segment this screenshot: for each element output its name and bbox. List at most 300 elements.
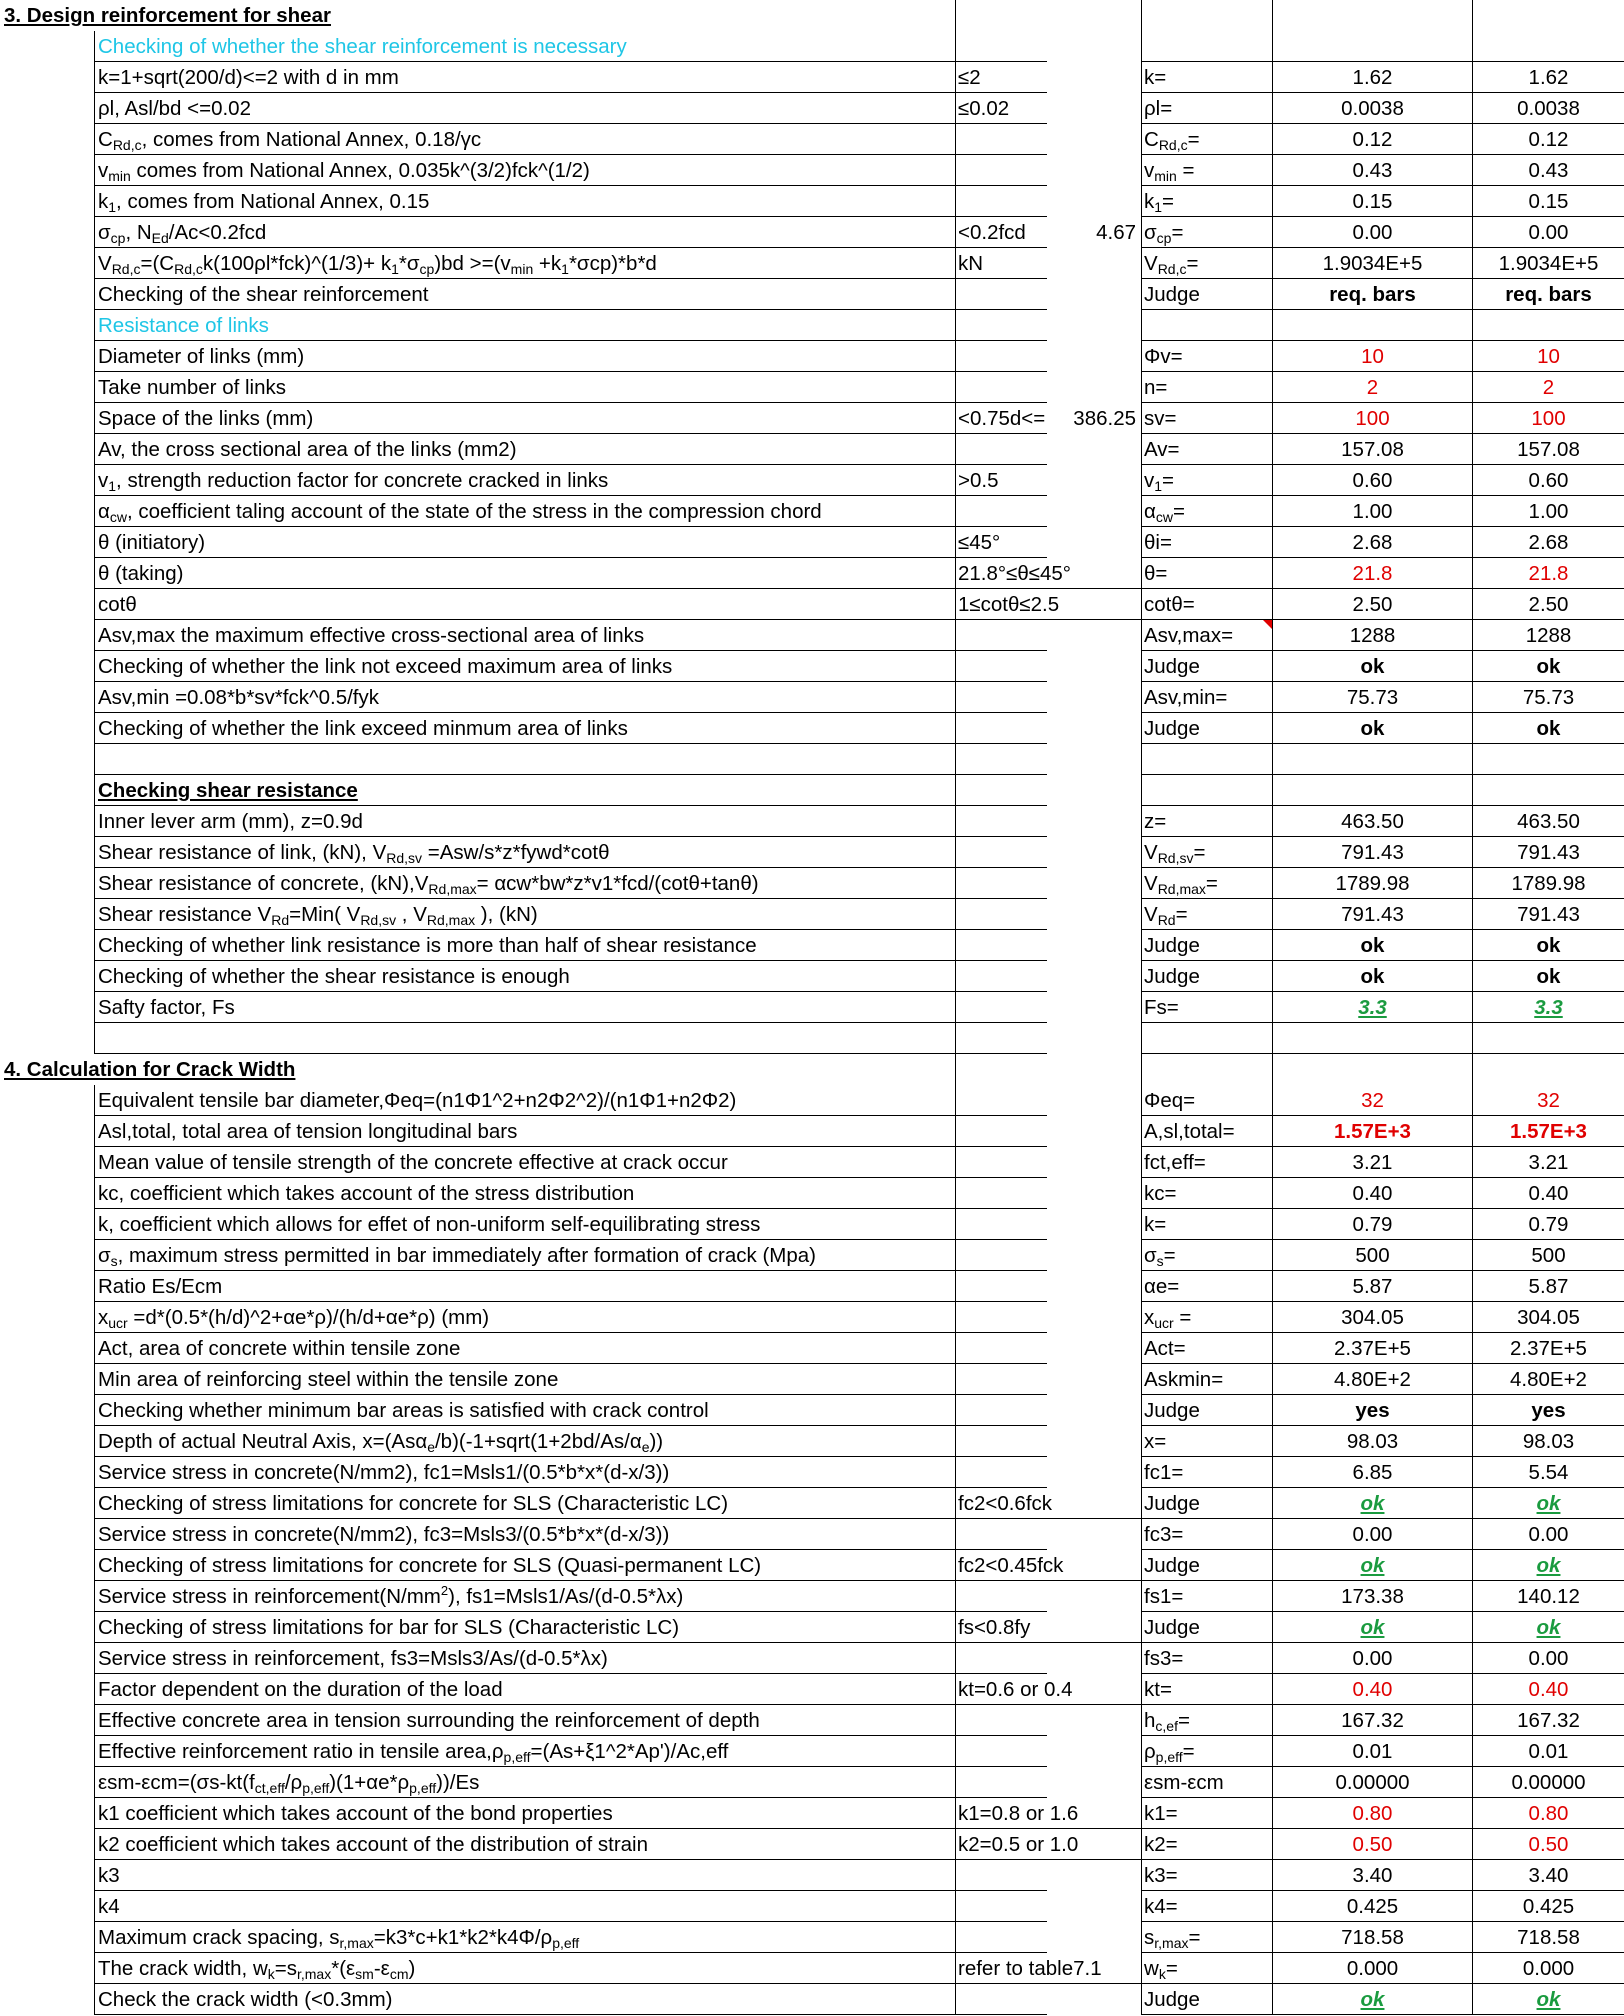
value-cell-2[interactable] bbox=[1472, 961, 1624, 992]
symbol-cell[interactable] bbox=[1141, 1023, 1272, 1054]
value-cell-1[interactable] bbox=[1272, 558, 1472, 589]
limit-cell[interactable] bbox=[955, 1302, 1047, 1333]
value-cell-1[interactable] bbox=[1272, 899, 1472, 930]
limit-cell[interactable] bbox=[955, 31, 1047, 62]
limit-cell[interactable] bbox=[955, 930, 1047, 961]
value-cell-2[interactable] bbox=[1472, 1550, 1624, 1581]
limit-cell[interactable] bbox=[955, 1860, 1047, 1891]
value-cell-2[interactable] bbox=[1472, 372, 1624, 403]
limit-cell[interactable] bbox=[955, 341, 1047, 372]
limit-value-cell[interactable] bbox=[1047, 496, 1141, 527]
description-cell[interactable]: Service stress in reinforcement, fs3=Msls3/As/(d-0.5*λx) bbox=[94, 1643, 955, 1674]
description-cell[interactable]: Factor dependent on the duration of the load bbox=[94, 1674, 955, 1705]
value-cell-1[interactable] bbox=[1272, 775, 1472, 806]
limit-value-cell[interactable] bbox=[1047, 1364, 1141, 1395]
description-cell[interactable]: k2 coefficient which takes account of the distribution of strain bbox=[94, 1829, 955, 1860]
symbol-cell[interactable]: Act= bbox=[1141, 1333, 1272, 1364]
symbol-cell[interactable]: kc= bbox=[1141, 1178, 1272, 1209]
value-cell-2[interactable] bbox=[1472, 837, 1624, 868]
symbol-cell[interactable]: $k_1=$ bbox=[1141, 186, 1272, 217]
limit-cell[interactable] bbox=[955, 186, 1047, 217]
limit-value-cell[interactable] bbox=[1047, 992, 1141, 1023]
value-cell-2[interactable] bbox=[1472, 1922, 1624, 1953]
value-cell-1[interactable] bbox=[1272, 1798, 1472, 1829]
description-cell[interactable]: Min area of reinforcing steel within the tensile zone bbox=[94, 1364, 955, 1395]
value-cell-1[interactable] bbox=[1272, 403, 1472, 434]
value-cell-1[interactable] bbox=[1272, 589, 1472, 620]
value-cell-2[interactable] bbox=[1472, 992, 1624, 1023]
description-cell[interactable]: $C_{Rd,c}$, comes from National Annex, 0.18/γc bbox=[94, 124, 955, 155]
value-cell-1[interactable] bbox=[1272, 992, 1472, 1023]
limit-value-cell[interactable] bbox=[1047, 1209, 1141, 1240]
value-cell-2[interactable] bbox=[1472, 651, 1624, 682]
limit-cell[interactable] bbox=[955, 1922, 1047, 1953]
description-cell[interactable]: Act, area of concrete within tensile zone bbox=[94, 1333, 955, 1364]
value-cell-1[interactable] bbox=[1272, 62, 1472, 93]
limit-value-cell[interactable] bbox=[1047, 434, 1141, 465]
symbol-cell[interactable]: $v_{min}$ = bbox=[1141, 155, 1272, 186]
description-cell[interactable]: Service stress in $reinforcement(N/mm^2)$, fs1=Msls1/As/(d-0.5*λx) bbox=[94, 1581, 955, 1612]
limit-cell[interactable] bbox=[955, 1054, 1047, 1085]
limit-cell[interactable] bbox=[955, 1085, 1047, 1116]
value-cell-1[interactable] bbox=[1272, 1023, 1472, 1054]
limit-cell[interactable]: ≤0.02 bbox=[955, 93, 1047, 124]
description-cell[interactable]: $x_{ucr}$ =d*(0.5*(h/d)^2+αe*ρ)/(h/d+αe*ρ) (mm) bbox=[94, 1302, 955, 1333]
symbol-cell[interactable]: $V_{Rd,c}=$ bbox=[1141, 248, 1272, 279]
symbol-cell[interactable]: Judge bbox=[1141, 1612, 1272, 1643]
limit-value-cell[interactable] bbox=[1047, 1116, 1141, 1147]
value-cell-2[interactable] bbox=[1472, 899, 1624, 930]
symbol-cell[interactable]: k2= bbox=[1141, 1829, 1272, 1860]
symbol-cell[interactable]: sv= bbox=[1141, 403, 1272, 434]
description-cell[interactable]: εsm-$\varepsilon cm=(\sigma s-kt(f_{ct,eff}/\rho_{p,eff})(1+\alpha e*\rho_{p,eff}))/Es$ bbox=[94, 1767, 955, 1798]
limit-cell[interactable]: k1=0.8 or 1.6 bbox=[955, 1798, 1141, 1829]
value-cell-1[interactable] bbox=[1272, 651, 1472, 682]
description-cell[interactable]: ρl, Asl/bd <=0.02 bbox=[94, 93, 955, 124]
value-cell-1[interactable] bbox=[1272, 279, 1472, 310]
value-cell-1[interactable] bbox=[1272, 1271, 1472, 1302]
value-cell-2[interactable] bbox=[1472, 1023, 1624, 1054]
value-cell-2[interactable] bbox=[1472, 310, 1624, 341]
symbol-cell[interactable]: k= bbox=[1141, 62, 1272, 93]
value-cell-2[interactable] bbox=[1472, 31, 1624, 62]
description-cell[interactable]: Checking shear resistance bbox=[94, 775, 955, 806]
limit-cell[interactable]: 1≤cotθ≤2.5 bbox=[955, 589, 1141, 620]
description-cell[interactable]: Checking of whether the shear reinforcement is necessary bbox=[94, 31, 955, 62]
symbol-cell[interactable]: Av= bbox=[1141, 434, 1272, 465]
value-cell-1[interactable] bbox=[1272, 434, 1472, 465]
symbol-cell[interactable]: $v_1=$ bbox=[1141, 465, 1272, 496]
value-cell-2[interactable] bbox=[1472, 1891, 1624, 1922]
limit-value-cell[interactable] bbox=[1047, 620, 1141, 651]
limit-value-cell[interactable] bbox=[1047, 961, 1141, 992]
value-cell-2[interactable] bbox=[1472, 806, 1624, 837]
limit-cell[interactable] bbox=[955, 961, 1047, 992]
value-cell-1[interactable] bbox=[1272, 1147, 1472, 1178]
value-cell-2[interactable] bbox=[1472, 1178, 1624, 1209]
value-cell-2[interactable] bbox=[1472, 279, 1624, 310]
value-cell-1[interactable] bbox=[1272, 31, 1472, 62]
symbol-cell[interactable]: fc1= bbox=[1141, 1457, 1272, 1488]
value-cell-2[interactable] bbox=[1472, 1054, 1624, 1085]
description-cell[interactable]: Check the crack width (<0.3mm) bbox=[94, 1984, 955, 2015]
symbol-cell[interactable] bbox=[1141, 310, 1272, 341]
description-cell[interactable]: Av, the cross sectional area of the links (mm2) bbox=[94, 434, 955, 465]
value-cell-1[interactable] bbox=[1272, 1240, 1472, 1271]
value-cell-2[interactable] bbox=[1472, 775, 1624, 806]
value-cell-2[interactable] bbox=[1472, 1271, 1624, 1302]
limit-cell[interactable] bbox=[955, 1519, 1047, 1550]
limit-cell[interactable]: fc2<0.45fck bbox=[955, 1550, 1141, 1581]
value-cell-2[interactable] bbox=[1472, 1767, 1624, 1798]
description-cell[interactable]: $v_{min}$ comes from National Annex, 0.035k^(3/2)fck^(1/2) bbox=[94, 155, 955, 186]
symbol-cell[interactable]: $x_{ucr}$ = bbox=[1141, 1302, 1272, 1333]
value-cell-1[interactable] bbox=[1272, 713, 1472, 744]
description-cell[interactable]: Diameter of links (mm) bbox=[94, 341, 955, 372]
value-cell-1[interactable] bbox=[1272, 1612, 1472, 1643]
description-cell[interactable]: Ratio Es/Ecm bbox=[94, 1271, 955, 1302]
limit-cell[interactable]: 21.8°≤θ≤45° bbox=[955, 558, 1141, 589]
value-cell-2[interactable] bbox=[1472, 62, 1624, 93]
limit-cell[interactable] bbox=[955, 0, 1047, 31]
limit-value-cell[interactable] bbox=[1047, 341, 1141, 372]
limit-value-cell[interactable]: 386.25 bbox=[1073, 407, 1136, 430]
value-cell-2[interactable] bbox=[1472, 124, 1624, 155]
symbol-cell[interactable]: Judge bbox=[1141, 1550, 1272, 1581]
symbol-cell[interactable]: kt= bbox=[1141, 1674, 1272, 1705]
value-cell-1[interactable] bbox=[1272, 744, 1472, 775]
description-cell[interactable] bbox=[94, 1023, 955, 1054]
comment-indicator-icon[interactable] bbox=[1263, 620, 1272, 629]
limit-cell[interactable] bbox=[955, 868, 1047, 899]
value-cell-1[interactable] bbox=[1272, 1705, 1472, 1736]
symbol-cell[interactable]: Judge bbox=[1141, 1395, 1272, 1426]
description-cell[interactable]: θ (taking) bbox=[94, 558, 955, 589]
value-cell-2[interactable] bbox=[1472, 620, 1624, 651]
value-cell-2[interactable] bbox=[1472, 341, 1624, 372]
value-cell-2[interactable] bbox=[1472, 1302, 1624, 1333]
limit-value-cell[interactable] bbox=[1047, 651, 1141, 682]
description-cell[interactable] bbox=[94, 744, 955, 775]
value-cell-1[interactable] bbox=[1272, 1767, 1472, 1798]
value-cell-1[interactable] bbox=[1272, 465, 1472, 496]
limit-cell[interactable] bbox=[955, 837, 1047, 868]
description-cell[interactable]: kc, coefficient which takes account of the stress distribution bbox=[94, 1178, 955, 1209]
value-cell-1[interactable] bbox=[1272, 1364, 1472, 1395]
limit-value-cell[interactable] bbox=[1047, 713, 1141, 744]
description-cell[interactable]: k=1+sqrt(200/d)<=2 with d in mm bbox=[94, 62, 955, 93]
symbol-cell[interactable]: Judge bbox=[1141, 713, 1272, 744]
value-cell-1[interactable] bbox=[1272, 1426, 1472, 1457]
value-cell-2[interactable] bbox=[1472, 1519, 1624, 1550]
value-cell-2[interactable] bbox=[1472, 1364, 1624, 1395]
limit-value-cell[interactable] bbox=[1047, 372, 1141, 403]
description-cell[interactable]: Service stress in concrete(N/mm2), fc1=Msls1/(0.5*b*x*(d-x/3)) bbox=[94, 1457, 955, 1488]
limit-value-cell[interactable] bbox=[1047, 155, 1141, 186]
limit-value-cell[interactable] bbox=[1047, 465, 1141, 496]
limit-value-cell[interactable] bbox=[1047, 1426, 1141, 1457]
value-cell-1[interactable] bbox=[1272, 1488, 1472, 1519]
limit-value-cell[interactable] bbox=[1047, 1395, 1141, 1426]
limit-cell[interactable] bbox=[955, 1736, 1047, 1767]
limit-cell[interactable]: ≤45° bbox=[955, 527, 1047, 558]
value-cell-1[interactable] bbox=[1272, 837, 1472, 868]
symbol-cell[interactable]: θi= bbox=[1141, 527, 1272, 558]
value-cell-2[interactable] bbox=[1472, 1147, 1624, 1178]
limit-cell[interactable]: kt=0.6 or 0.4 bbox=[955, 1674, 1141, 1705]
limit-value-cell[interactable] bbox=[1047, 837, 1141, 868]
description-cell[interactable]: $V_{Rd,c}=(C_{Rd,c}k(100\rho l*fck)\^{}(1/3)+ k_1*\sigma_{cp})bd >=(v_{min} +k_1*\sigma cp)*b*d$ bbox=[94, 248, 955, 279]
value-cell-2[interactable] bbox=[1472, 1395, 1624, 1426]
limit-value-cell[interactable] bbox=[1047, 31, 1141, 62]
limit-cell[interactable]: <0.2fcd bbox=[955, 217, 1047, 248]
limit-value-cell[interactable] bbox=[1047, 310, 1141, 341]
limit-cell[interactable] bbox=[955, 1581, 1047, 1612]
symbol-cell[interactable]: Asv,min= bbox=[1141, 682, 1272, 713]
value-cell-1[interactable] bbox=[1272, 1519, 1472, 1550]
limit-value-cell[interactable]: 4.67 bbox=[1096, 221, 1136, 244]
value-cell-1[interactable] bbox=[1272, 155, 1472, 186]
value-cell-1[interactable] bbox=[1272, 1891, 1472, 1922]
symbol-cell[interactable]: Judge bbox=[1141, 279, 1272, 310]
value-cell-1[interactable] bbox=[1272, 248, 1472, 279]
value-cell-1[interactable] bbox=[1272, 1922, 1472, 1953]
limit-value-cell[interactable] bbox=[1047, 62, 1141, 93]
symbol-cell[interactable]: εsm-εcm bbox=[1141, 1767, 1272, 1798]
description-cell[interactable]: Take number of links bbox=[94, 372, 955, 403]
description-cell[interactable]: Resistance of links bbox=[94, 310, 955, 341]
symbol-cell[interactable]: $V_{Rd,max}=$ bbox=[1141, 868, 1272, 899]
value-cell-2[interactable] bbox=[1472, 217, 1624, 248]
description-cell[interactable]: k4 bbox=[94, 1891, 955, 1922]
symbol-cell[interactable]: k4= bbox=[1141, 1891, 1272, 1922]
limit-cell[interactable] bbox=[955, 372, 1047, 403]
limit-value-cell[interactable] bbox=[1047, 1302, 1141, 1333]
symbol-cell[interactable] bbox=[1141, 1054, 1272, 1085]
symbol-cell[interactable]: Judge bbox=[1141, 651, 1272, 682]
value-cell-1[interactable] bbox=[1272, 372, 1472, 403]
description-cell[interactable]: Checking of stress limitations for concrete for SLS (Quasi-permanent LC) bbox=[94, 1550, 955, 1581]
symbol-cell[interactable]: Asv,max= bbox=[1141, 620, 1272, 651]
limit-value-cell[interactable] bbox=[1047, 1767, 1141, 1798]
value-cell-1[interactable] bbox=[1272, 930, 1472, 961]
limit-cell[interactable] bbox=[955, 155, 1047, 186]
value-cell-1[interactable] bbox=[1272, 1395, 1472, 1426]
symbol-cell[interactable]: $V_{Rd,sv}=$ bbox=[1141, 837, 1272, 868]
symbol-cell[interactable] bbox=[1141, 775, 1272, 806]
limit-cell[interactable] bbox=[955, 1984, 1047, 2015]
limit-cell[interactable] bbox=[955, 434, 1047, 465]
limit-cell[interactable] bbox=[955, 806, 1047, 837]
limit-value-cell[interactable] bbox=[1047, 1736, 1141, 1767]
symbol-cell[interactable]: $V_{Rd}=$ bbox=[1141, 899, 1272, 930]
value-cell-1[interactable] bbox=[1272, 1674, 1472, 1705]
description-cell[interactable]: Checking whether minimum bar areas is satisfied with crack control bbox=[94, 1395, 955, 1426]
value-cell-1[interactable] bbox=[1272, 1116, 1472, 1147]
value-cell-2[interactable] bbox=[1472, 1581, 1624, 1612]
value-cell-1[interactable] bbox=[1272, 341, 1472, 372]
value-cell-2[interactable] bbox=[1472, 1674, 1624, 1705]
symbol-cell[interactable]: θ= bbox=[1141, 558, 1272, 589]
description-cell[interactable]: Checking of whether link resistance is more than half of shear resistance bbox=[94, 930, 955, 961]
value-cell-1[interactable] bbox=[1272, 1178, 1472, 1209]
limit-value-cell[interactable] bbox=[1047, 1333, 1141, 1364]
value-cell-2[interactable] bbox=[1472, 1240, 1624, 1271]
value-cell-1[interactable] bbox=[1272, 682, 1472, 713]
description-cell[interactable]: cotθ bbox=[94, 589, 955, 620]
symbol-cell[interactable]: $\sigma_{cp}=$ bbox=[1141, 217, 1272, 248]
symbol-cell[interactable]: $w_k=$ bbox=[1141, 1953, 1272, 1984]
limit-cell[interactable] bbox=[955, 1643, 1047, 1674]
symbol-cell[interactable]: αe= bbox=[1141, 1271, 1272, 1302]
description-cell[interactable]: $\alpha_{cw}$, coefficient taling account of the state of the stress in the compression chord bbox=[94, 496, 955, 527]
value-cell-2[interactable] bbox=[1472, 682, 1624, 713]
description-cell[interactable]: $v_1$, strength reduction factor for concrete cracked in links bbox=[94, 465, 955, 496]
symbol-cell[interactable]: fs1= bbox=[1141, 1581, 1272, 1612]
limit-cell[interactable] bbox=[955, 1426, 1047, 1457]
limit-value-cell[interactable] bbox=[1047, 744, 1141, 775]
limit-cell[interactable]: fs<0.8fy bbox=[955, 1612, 1141, 1643]
limit-cell[interactable]: k2=0.5 or 1.0 bbox=[955, 1829, 1141, 1860]
value-cell-1[interactable] bbox=[1272, 1054, 1472, 1085]
limit-value-cell[interactable] bbox=[1047, 527, 1141, 558]
symbol-cell[interactable]: A,sl,total= bbox=[1141, 1116, 1272, 1147]
description-cell[interactable]: Maximum crack spacing, $s_{r,max}=k3*c+k1*k2*k4\Phi/\rho_{p,eff}$ bbox=[94, 1922, 955, 1953]
limit-value-cell[interactable] bbox=[1047, 1178, 1141, 1209]
value-cell-2[interactable] bbox=[1472, 1829, 1624, 1860]
limit-cell[interactable] bbox=[955, 1457, 1047, 1488]
symbol-cell[interactable]: $C_{Rd,c}=$ bbox=[1141, 124, 1272, 155]
value-cell-1[interactable] bbox=[1272, 310, 1472, 341]
description-cell[interactable]: Asv,max the maximum effective cross-sectional area of links bbox=[94, 620, 955, 651]
value-cell-1[interactable] bbox=[1272, 1550, 1472, 1581]
value-cell-1[interactable] bbox=[1272, 217, 1472, 248]
description-cell[interactable]: Shear resistance of concrete, $(kN),V_{Rd,max}= \alpha cw*bw*z*v1*fcd/(\cot\theta+\tan\theta)$ bbox=[94, 868, 955, 899]
symbol-cell[interactable]: k= bbox=[1141, 1209, 1272, 1240]
description-cell[interactable]: θ (initiatory) bbox=[94, 527, 955, 558]
limit-cell[interactable] bbox=[955, 899, 1047, 930]
value-cell-2[interactable] bbox=[1472, 1426, 1624, 1457]
value-cell-2[interactable] bbox=[1472, 155, 1624, 186]
limit-value-cell[interactable] bbox=[1047, 1922, 1141, 1953]
limit-value-cell[interactable] bbox=[1047, 1147, 1141, 1178]
limit-cell[interactable] bbox=[955, 651, 1047, 682]
limit-cell[interactable] bbox=[955, 775, 1047, 806]
limit-cell[interactable] bbox=[955, 1767, 1047, 1798]
value-cell-2[interactable] bbox=[1472, 527, 1624, 558]
value-cell-2[interactable] bbox=[1472, 248, 1624, 279]
value-cell-1[interactable] bbox=[1272, 1736, 1472, 1767]
limit-cell[interactable] bbox=[955, 1178, 1047, 1209]
limit-value-cell[interactable] bbox=[1047, 682, 1141, 713]
value-cell-1[interactable] bbox=[1272, 1829, 1472, 1860]
limit-value-cell[interactable] bbox=[1047, 124, 1141, 155]
value-cell-1[interactable] bbox=[1272, 186, 1472, 217]
value-cell-2[interactable] bbox=[1472, 713, 1624, 744]
value-cell-1[interactable] bbox=[1272, 93, 1472, 124]
symbol-cell[interactable]: ρl= bbox=[1141, 93, 1272, 124]
limit-cell[interactable] bbox=[955, 310, 1047, 341]
limit-value-cell[interactable] bbox=[1047, 93, 1141, 124]
symbol-cell[interactable]: k1= bbox=[1141, 1798, 1272, 1829]
value-cell-1[interactable] bbox=[1272, 496, 1472, 527]
value-cell-1[interactable] bbox=[1272, 0, 1472, 31]
description-cell[interactable]: Space of the links (mm) bbox=[94, 403, 955, 434]
limit-cell[interactable] bbox=[955, 992, 1047, 1023]
value-cell-2[interactable] bbox=[1472, 744, 1624, 775]
symbol-cell[interactable] bbox=[1141, 0, 1272, 31]
symbol-cell[interactable]: fc3= bbox=[1141, 1519, 1272, 1550]
symbol-cell[interactable]: $\sigma_s=$ bbox=[1141, 1240, 1272, 1271]
limit-value-cell[interactable] bbox=[1047, 248, 1141, 279]
limit-cell[interactable] bbox=[955, 1023, 1047, 1054]
limit-cell[interactable] bbox=[955, 1891, 1047, 1922]
description-cell[interactable]: k, coefficient which allows for effet of non-uniform self-equilibrating stress bbox=[94, 1209, 955, 1240]
value-cell-2[interactable] bbox=[1472, 1612, 1624, 1643]
value-cell-1[interactable] bbox=[1272, 1984, 1472, 2015]
description-cell[interactable]: $\sigma_{cp}$, $N_{Ed}/Ac<0.2fcd$ bbox=[94, 217, 955, 248]
symbol-cell[interactable]: fct,eff= bbox=[1141, 1147, 1272, 1178]
value-cell-1[interactable] bbox=[1272, 1581, 1472, 1612]
limit-cell[interactable] bbox=[955, 496, 1047, 527]
value-cell-1[interactable] bbox=[1272, 1643, 1472, 1674]
value-cell-1[interactable] bbox=[1272, 1333, 1472, 1364]
value-cell-2[interactable] bbox=[1472, 403, 1624, 434]
limit-cell[interactable]: kN bbox=[955, 248, 1047, 279]
value-cell-1[interactable] bbox=[1272, 1860, 1472, 1891]
value-cell-1[interactable] bbox=[1272, 868, 1472, 899]
value-cell-1[interactable] bbox=[1272, 1302, 1472, 1333]
value-cell-2[interactable] bbox=[1472, 1705, 1624, 1736]
symbol-cell[interactable]: Fs= bbox=[1141, 992, 1272, 1023]
value-cell-2[interactable] bbox=[1472, 1457, 1624, 1488]
description-cell[interactable]: Mean value of tensile strength of the concrete effective at crack occur bbox=[94, 1147, 955, 1178]
limit-cell[interactable] bbox=[955, 124, 1047, 155]
value-cell-1[interactable] bbox=[1272, 124, 1472, 155]
value-cell-2[interactable] bbox=[1472, 1736, 1624, 1767]
limit-value-cell[interactable] bbox=[1047, 1860, 1141, 1891]
description-cell[interactable]: Inner lever arm (mm), z=0.9d bbox=[94, 806, 955, 837]
limit-value-cell[interactable] bbox=[1047, 1457, 1141, 1488]
description-cell[interactable]: k1 coefficient which takes account of the bond properties bbox=[94, 1798, 955, 1829]
value-cell-1[interactable] bbox=[1272, 961, 1472, 992]
limit-value-cell[interactable] bbox=[1047, 279, 1141, 310]
description-cell[interactable]: Asv,min =0.08*b*sv*fck^0.5/fyk bbox=[94, 682, 955, 713]
value-cell-2[interactable] bbox=[1472, 1953, 1624, 1984]
symbol-cell[interactable]: Judge bbox=[1141, 961, 1272, 992]
description-cell[interactable]: Effective concrete area in tension surrounding the reinforcement of depth bbox=[94, 1705, 955, 1736]
description-cell[interactable]: Checking of whether the link exceed minmum area of links bbox=[94, 713, 955, 744]
limit-cell[interactable] bbox=[955, 1116, 1047, 1147]
limit-value-cell[interactable] bbox=[1047, 1705, 1141, 1736]
value-cell-2[interactable] bbox=[1472, 434, 1624, 465]
symbol-cell[interactable]: z= bbox=[1141, 806, 1272, 837]
limit-value-cell[interactable] bbox=[1047, 1891, 1141, 1922]
limit-value-cell[interactable] bbox=[1047, 1984, 1141, 2015]
value-cell-2[interactable] bbox=[1472, 1984, 1624, 2015]
value-cell-2[interactable] bbox=[1472, 1085, 1624, 1116]
description-cell[interactable]: Shear resistance of link, (kN), $V_{Rd,sv}$ =Asw/s*z*fywd*cotθ bbox=[94, 837, 955, 868]
limit-cell[interactable]: ≤2 bbox=[955, 62, 1047, 93]
description-cell[interactable]: Checking of whether the link not exceed maximum area of links bbox=[94, 651, 955, 682]
symbol-cell[interactable]: $h_{c,ef}=$ bbox=[1141, 1705, 1272, 1736]
description-cell[interactable]: $\sigma_s$, maximum stress permitted in bar immediately after formation of crack (Mpa) bbox=[94, 1240, 955, 1271]
description-cell[interactable]: k3 bbox=[94, 1860, 955, 1891]
value-cell-1[interactable] bbox=[1272, 620, 1472, 651]
limit-cell[interactable]: <0.75d<= bbox=[955, 403, 1047, 434]
value-cell-2[interactable] bbox=[1472, 930, 1624, 961]
limit-value-cell[interactable] bbox=[1047, 899, 1141, 930]
